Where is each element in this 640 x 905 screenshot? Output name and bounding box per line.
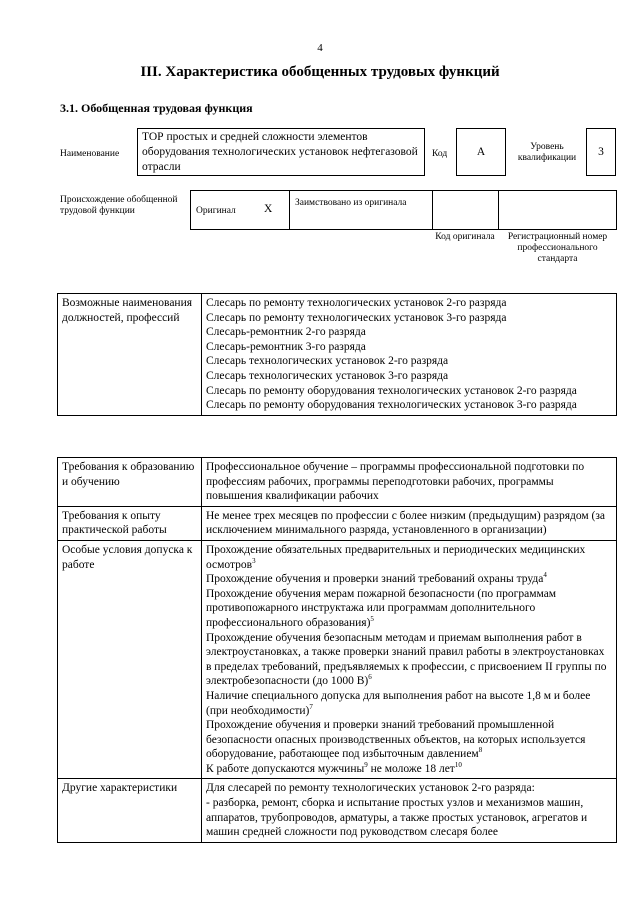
code-original-label: Код оригинала <box>435 232 495 242</box>
footnote-ref: 4 <box>543 571 547 580</box>
special-condition-item: К работе допускаются мужчины$^9$ не моложе 18 лет$^{10}$ <box>206 761 462 775</box>
position-item: Слесарь по ремонту оборудования технологических установок 3-го разряда <box>206 399 577 412</box>
education-label: Требования к образованию и обучению <box>58 458 202 507</box>
code-label: Код <box>432 149 448 159</box>
position-item: Слесарь по ремонту технологических установок 3-го разряда <box>206 311 507 324</box>
position-item: Слесарь-ремонтник 2-го разряда <box>206 326 366 339</box>
positions-list <box>202 294 617 416</box>
other-line: - разборка, ремонт, сборка и испытание простых узлов и механизмов машин, аппаратов, трубопроводов, арматуры, а также простых установок, агрегатов и машин средней сложности под руководством слесаря более <box>206 797 588 839</box>
reg-number-label: Регистрационный номер профессионального стандарта <box>507 232 608 264</box>
subsection-title: 3.1. Обобщенная трудовая функция <box>60 101 253 115</box>
page-number: 4 <box>317 42 323 54</box>
level-value: 3 <box>598 146 604 158</box>
special-condition-item: Прохождение обучения и проверки знаний требований промышленной безопасности опасных производственных объектов, на которых используется оборудование, работающее под избыточным давлением$^8$ <box>206 719 586 761</box>
other-characteristics-value <box>202 779 617 842</box>
position-item: Слесарь по ремонту технологических установок 2-го разряда <box>206 297 507 309</box>
positions-label: Возможные наименования должностей, профессий <box>58 294 202 416</box>
name-label: Наименование <box>60 149 120 159</box>
original-label: Оригинал <box>196 206 236 216</box>
education-value: Профессиональное обучение – программы профессиональной подготовки по профессиям рабочих, программы переподготовки рабочих, программы повышения квалификации рабочих <box>202 458 617 507</box>
requirements-table <box>57 457 617 843</box>
level-label: Уровень квалификации <box>517 142 577 163</box>
special-condition-item: Наличие специального допуска для выполнения работ на высоте 1,8 м и более (при необходимости)$^7$ <box>206 689 591 717</box>
position-item: Слесарь-ремонтник 3-го разряда <box>206 340 366 353</box>
footnote-ref: 5 <box>370 615 374 624</box>
footnote-ref: 8 <box>478 746 483 755</box>
other-characteristics-label: Другие характеристики <box>58 779 202 842</box>
code-value-box <box>456 128 506 176</box>
footnote-ref: 3 <box>252 556 256 565</box>
position-item: Слесарь по ремонту оборудования технологических установок 2-го разряда <box>206 384 577 397</box>
origin-divider-1 <box>289 190 290 230</box>
other-line: Для слесарей по ремонту технологических установок 2-го разряда: <box>206 782 535 795</box>
origin-table <box>190 190 617 230</box>
experience-value: Не менее трех месяцев по профессии с более низким (предыдущим) разрядом (за исключением минимального разряда, установленного в организации) <box>202 506 617 540</box>
position-item: Слесарь технологических установок 2-го разряда <box>206 355 449 368</box>
footnote-ref: 10 <box>454 761 462 770</box>
code-value: А <box>476 146 486 158</box>
special-condition-item: Прохождение обучения мерам пожарной безопасности (по программам противопожарного инструктажа или программам дополнительного профессионального образования)$^5$ <box>206 587 557 629</box>
experience-label: Требования к опыту практической работы <box>58 506 202 540</box>
original-mark: X <box>264 203 273 215</box>
level-value-box <box>586 128 616 176</box>
name-value: ТОР простых и средней сложности элементов оборудования технологических установок нефтегазовой отрасли <box>142 131 418 173</box>
footnote-ref: 9 <box>364 761 368 770</box>
special-conditions-list <box>202 540 617 779</box>
special-condition-item: Прохождение обучения безопасным методам и приемам выполнения работ в электроустановках, а также проверки знаний правил работы в электроустановках в пределах требований, предъявляемых к профессии, с присвоением II группы по электробезопасности (до 1000 В)$^6$ <box>206 631 607 688</box>
footnote-ref: 7 <box>309 702 313 711</box>
special-conditions-label: Особые условия допуска к работе <box>58 540 202 779</box>
special-condition-item: Прохождение обучения и проверки знаний требований охраны труда$^4$ <box>206 571 547 586</box>
name-value-box <box>137 128 425 176</box>
origin-divider-2 <box>432 190 433 230</box>
origin-label: Происхождение обобщенной трудовой функции <box>60 195 178 216</box>
borrowed-label: Заимствовано из оригинала <box>295 198 407 208</box>
special-condition-item: Прохождение обязательных предварительных и периодических медицинских осмотров$^3$ <box>206 543 586 571</box>
section-title: III. Характеристика обобщенных трудовых функций <box>140 64 500 80</box>
positions-table <box>57 293 617 416</box>
origin-divider-3 <box>498 190 499 230</box>
position-item: Слесарь технологических установок 3-го разряда <box>206 369 449 382</box>
footnote-ref: 6 <box>368 673 372 682</box>
